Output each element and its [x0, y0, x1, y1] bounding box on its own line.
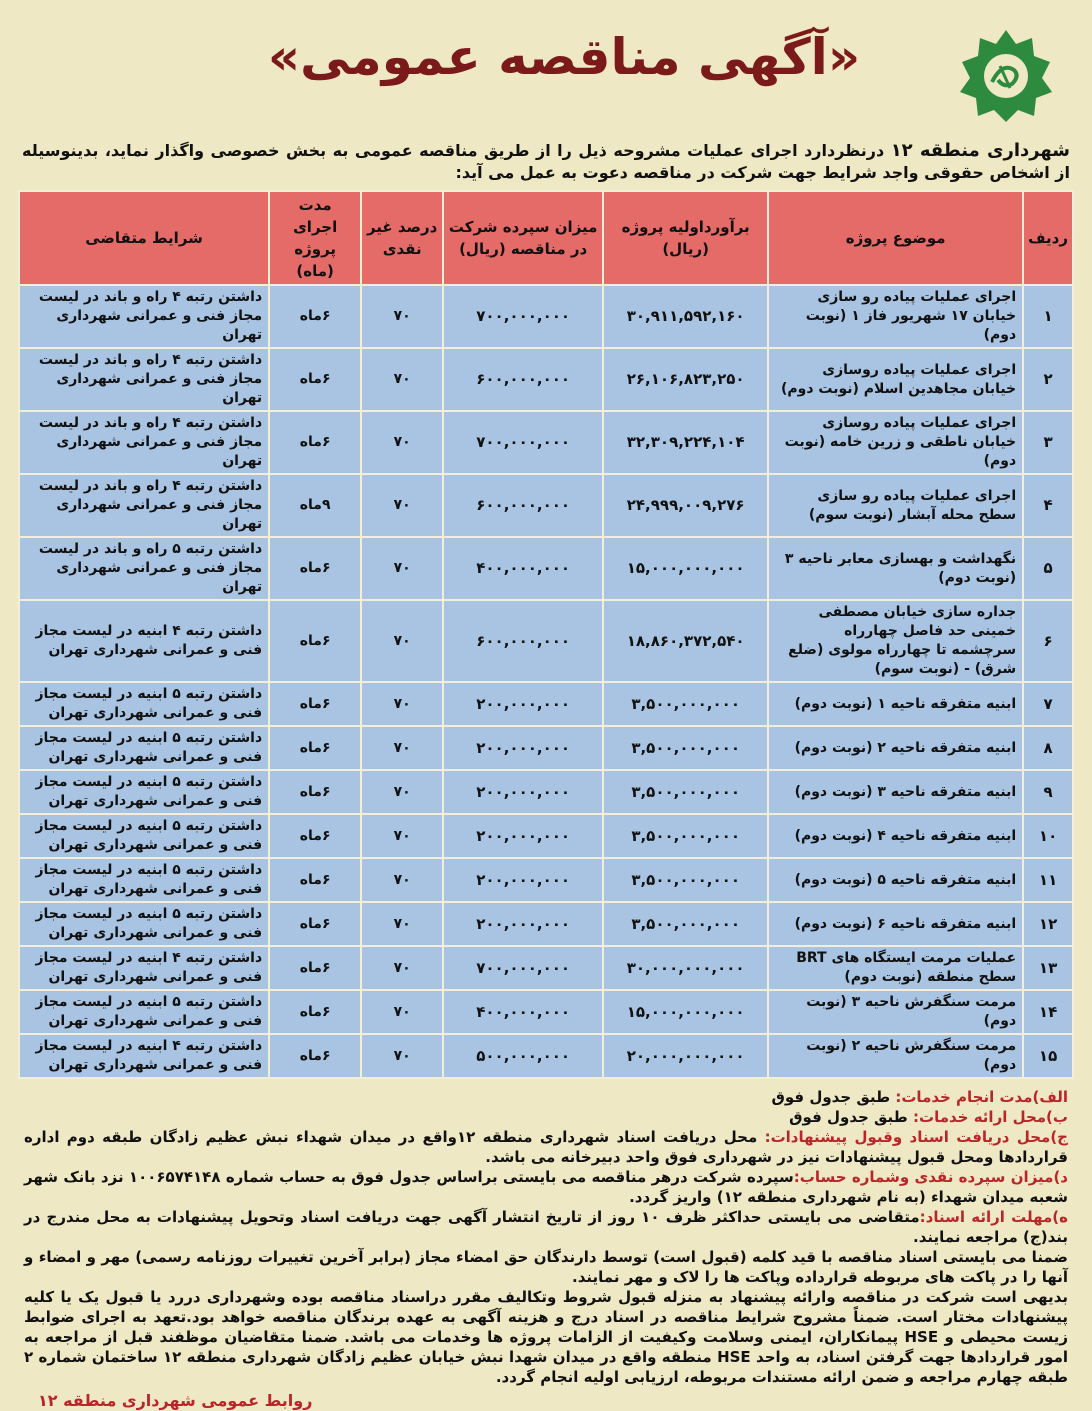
- noncash-percent: ۷۰: [361, 814, 443, 858]
- row-number: ۱۱: [1023, 858, 1073, 902]
- note-c-text: محل دریافت اسناد شهرداری منطقه ۱۲واقع در میدان شهداء نبش عظیم زادگان طبقه دوم اداره قراردادها ومحل قبول پیشنهادات نیز در شهرداری فوق واحد دبیرخانه می باشد.: [24, 1128, 1068, 1166]
- noncash-percent: ۷۰: [361, 474, 443, 537]
- noncash-percent: ۷۰: [361, 348, 443, 411]
- noncash-percent: ۷۰: [361, 600, 443, 682]
- row-number: ۱: [1023, 285, 1073, 348]
- project-duration: ۶ماه: [269, 411, 361, 474]
- note-b-label: ب)محل ارائه خدمات:: [913, 1108, 1068, 1126]
- col-estimate: برآورداولیه پروژه (ریال): [603, 191, 768, 285]
- intro-text: [22, 140, 1070, 184]
- project-estimate: ۳۰,۰۰۰,۰۰۰,۰۰۰: [603, 946, 768, 990]
- applicant-conditions: داشتن رتبه ۴ ابنیه در لیست مجاز فنی و عمرانی شهرداری تهران: [19, 946, 269, 990]
- applicant-conditions: داشتن رتبه ۵ ابنیه در لیست مجاز فنی و عمرانی شهرداری تهران: [19, 990, 269, 1034]
- noncash-percent: ۷۰: [361, 990, 443, 1034]
- project-duration: ۶ماه: [269, 770, 361, 814]
- project-estimate: ۳,۵۰۰,۰۰۰,۰۰۰: [603, 770, 768, 814]
- note-e: [24, 1207, 1068, 1247]
- note-e-label: ه)مهلت ارائه اسناد:: [919, 1208, 1068, 1226]
- row-number: ۵: [1023, 537, 1073, 600]
- col-noncash: درصد غیر نقدی: [361, 191, 443, 285]
- project-subject: اجرای عملیات پیاده رو سازی خیابان ۱۷ شهریور فاز ۱ (نوبت دوم): [768, 285, 1023, 348]
- table-row: [19, 474, 1073, 537]
- col-subject: موضوع پروژه: [768, 191, 1023, 285]
- applicant-conditions: داشتن رتبه ۴ راه و باند در لیست مجاز فنی و عمرانی شهرداری تهران: [19, 411, 269, 474]
- project-subject: ابنیه متفرقه ناحیه ۶ (نوبت دوم): [768, 902, 1023, 946]
- project-estimate: ۱۵,۰۰۰,۰۰۰,۰۰۰: [603, 537, 768, 600]
- row-number: ۴: [1023, 474, 1073, 537]
- notes: [18, 1087, 1074, 1411]
- deposit-amount: ۶۰۰,۰۰۰,۰۰۰: [443, 474, 603, 537]
- deposit-amount: ۲۰۰,۰۰۰,۰۰۰: [443, 902, 603, 946]
- row-number: ۷: [1023, 682, 1073, 726]
- project-estimate: ۳,۵۰۰,۰۰۰,۰۰۰: [603, 814, 768, 858]
- project-subject: عملیات مرمت ایستگاه های BRT سطح منطقه (نوبت دوم): [768, 946, 1023, 990]
- project-estimate: ۳,۵۰۰,۰۰۰,۰۰۰: [603, 858, 768, 902]
- applicant-conditions: داشتن رتبه ۵ ابنیه در لیست مجاز فنی و عمرانی شهرداری تهران: [19, 902, 269, 946]
- col-row: ردیف: [1023, 191, 1073, 285]
- table-row: [19, 348, 1073, 411]
- col-conditions: شرایط متقاضی: [19, 191, 269, 285]
- project-duration: ۶ماه: [269, 348, 361, 411]
- applicant-conditions: داشتن رتبه ۵ ابنیه در لیست مجاز فنی و عمرانی شهرداری تهران: [19, 770, 269, 814]
- project-subject: مرمت سنگفرش ناحیه ۲ (نوبت دوم): [768, 1034, 1023, 1078]
- row-number: ۶: [1023, 600, 1073, 682]
- note-d-text: سپرده شرکت درهر مناقصه می بایستی براساس جدول فوق به حساب شماره ۱۰۰۶۵۷۴۱۴۸ نزد بانک شهر شعبه میدان شهداء (به نام شهرداری منطقه ۱۲) واریز گردد.: [24, 1168, 1068, 1206]
- project-duration: ۶ماه: [269, 726, 361, 770]
- applicant-conditions: داشتن رتبه ۴ ابنیه در لیست مجاز فنی و عمرانی شهرداری تهران: [19, 600, 269, 682]
- project-duration: ۶ماه: [269, 902, 361, 946]
- table-row: [19, 770, 1073, 814]
- row-number: ۹: [1023, 770, 1073, 814]
- noncash-percent: ۷۰: [361, 285, 443, 348]
- col-duration: مدت اجرای پروژه (ماه): [269, 191, 361, 285]
- project-estimate: ۳,۵۰۰,۰۰۰,۰۰۰: [603, 682, 768, 726]
- table-row: [19, 285, 1073, 348]
- project-estimate: ۳,۵۰۰,۰۰۰,۰۰۰: [603, 902, 768, 946]
- deposit-amount: ۲۰۰,۰۰۰,۰۰۰: [443, 726, 603, 770]
- project-subject: اجرای عملیات پیاده روسازی خیابان ناطقی و زرین خامه (نوبت دوم): [768, 411, 1023, 474]
- note-c: [24, 1127, 1068, 1167]
- project-subject: ابنیه متفرقه ناحیه ۴ (نوبت دوم): [768, 814, 1023, 858]
- project-duration: ۶ماه: [269, 990, 361, 1034]
- project-estimate: ۳۲,۳۰۹,۲۲۴,۱۰۴: [603, 411, 768, 474]
- note-paragraph-2: بدیهی است شرکت در مناقصه وارائه پیشنهاد به منزله قبول شروط وتکالیف مقرر دراسناد مناقصه بوده وشهرداری دررد یا قبول یک یا کلیه پیشنهادات مختار است. ضمناً مشروح شرایط مناقصه در اسناد درج و هزینه آگهی به عهده برندگان مناقصه خواهد بود.تعهد به اجرای ضوابط زیست محیطی و HSE پیمانکاران، ایمنی وسلامت وکیفیت از الزامات پروژه ها وخدمات می باشد. ضمنا متقاضیان موظفند قبل از مراجعه به امور قراردادها جهت گرفتن اسناد، به واحد HSE منطقه واقع در میدان شهدا نبش خیابان عظیم زادگان شهرداری منطقه ۱۲ ساختمان شماره ۲ طبقه چهارم مراجعه و ضمن ارائه مستندات مربوطه، ارزیابی اولیه انجام گردد.: [24, 1288, 1069, 1386]
- noncash-percent: ۷۰: [361, 1034, 443, 1078]
- project-duration: ۶ماه: [269, 537, 361, 600]
- table-row: [19, 1034, 1073, 1078]
- row-number: ۱۵: [1023, 1034, 1073, 1078]
- project-duration: ۶ماه: [269, 858, 361, 902]
- row-number: ۱۳: [1023, 946, 1073, 990]
- deposit-amount: ۶۰۰,۰۰۰,۰۰۰: [443, 348, 603, 411]
- project-duration: ۶ماه: [269, 946, 361, 990]
- notice-title: «آگهی مناقصه عمومی»: [267, 28, 861, 86]
- table-row: [19, 946, 1073, 990]
- row-number: ۳: [1023, 411, 1073, 474]
- deposit-amount: ۲۰۰,۰۰۰,۰۰۰: [443, 682, 603, 726]
- deposit-amount: ۲۰۰,۰۰۰,۰۰۰: [443, 858, 603, 902]
- deposit-amount: ۴۰۰,۰۰۰,۰۰۰: [443, 537, 603, 600]
- applicant-conditions: داشتن رتبه ۵ ابنیه در لیست مجاز فنی و عمرانی شهرداری تهران: [19, 858, 269, 902]
- deposit-amount: ۷۰۰,۰۰۰,۰۰۰: [443, 285, 603, 348]
- table-body: [19, 285, 1073, 1078]
- row-number: ۱۴: [1023, 990, 1073, 1034]
- project-subject: مرمت سنگفرش ناحیه ۳ (نوبت دوم): [768, 990, 1023, 1034]
- noncash-percent: ۷۰: [361, 946, 443, 990]
- project-estimate: ۱۵,۰۰۰,۰۰۰,۰۰۰: [603, 990, 768, 1034]
- note-paragraph-1: ضمنا می بایستی اسناد مناقصه با قید کلمه (قبول است) توسط دارندگان حق امضاء مجاز (برابر آخرین تغییرات روزنامه رسمی) مهر و امضاء و آنها را در پاکت های مربوطه قرارداده وپاکت ها را لاک و مهر نمایند.: [24, 1248, 1068, 1286]
- table-row: [19, 411, 1073, 474]
- deposit-amount: ۲۰۰,۰۰۰,۰۰۰: [443, 770, 603, 814]
- noncash-percent: ۷۰: [361, 537, 443, 600]
- deposit-amount: ۲۰۰,۰۰۰,۰۰۰: [443, 814, 603, 858]
- project-estimate: ۲۴,۹۹۹,۰۰۹,۲۷۶: [603, 474, 768, 537]
- applicant-conditions: داشتن رتبه ۴ راه و باند در لیست مجاز فنی و عمرانی شهرداری تهران: [19, 348, 269, 411]
- applicant-conditions: داشتن رتبه ۵ ابنیه در لیست مجاز فنی و عمرانی شهرداری تهران: [19, 682, 269, 726]
- project-estimate: ۳۰,۹۱۱,۵۹۲,۱۶۰: [603, 285, 768, 348]
- note-c-label: ج)محل دریافت اسناد وقبول پیشنهادات:: [764, 1128, 1068, 1146]
- project-subject: ابنیه متفرقه ناحیه ۳ (نوبت دوم): [768, 770, 1023, 814]
- project-duration: ۶ماه: [269, 1034, 361, 1078]
- table-header-row: [19, 191, 1073, 285]
- note-d: [24, 1167, 1068, 1207]
- applicant-conditions: داشتن رتبه ۵ ابنیه در لیست مجاز فنی و عمرانی شهرداری تهران: [19, 814, 269, 858]
- header: [18, 8, 1074, 140]
- applicant-conditions: داشتن رتبه ۵ راه و باند در لیست مجاز فنی و عمرانی شهرداری تهران: [19, 537, 269, 600]
- project-subject: اجرای عملیات پیاده رو سازی سطح محله آبشار (نوبت سوم): [768, 474, 1023, 537]
- project-duration: ۹ماه: [269, 474, 361, 537]
- project-duration: ۶ماه: [269, 600, 361, 682]
- noncash-percent: ۷۰: [361, 902, 443, 946]
- project-estimate: ۱۸,۸۶۰,۳۷۲,۵۴۰: [603, 600, 768, 682]
- noncash-percent: ۷۰: [361, 770, 443, 814]
- note-d-label: د)میزان سپرده نقدی وشماره حساب:: [793, 1168, 1068, 1186]
- project-subject: نگهداشت و بهسازی معابر ناحیه ۳ (نوبت دوم): [768, 537, 1023, 600]
- noncash-percent: ۷۰: [361, 411, 443, 474]
- deposit-amount: ۵۰۰,۰۰۰,۰۰۰: [443, 1034, 603, 1078]
- note-e-text: متقاضی می بایستی حداکثر ظرف ۱۰ روز از تاریخ انتشار آگهی جهت دریافت اسناد وتحویل پیشنهادات به محل مندرج در بند(ج) مراجعه نمایند.: [24, 1208, 1068, 1246]
- table-row: [19, 537, 1073, 600]
- project-subject: ابنیه متفرقه ناحیه ۱ (نوبت دوم): [768, 682, 1023, 726]
- note-a-label: الف)مدت انجام خدمات:: [895, 1088, 1068, 1106]
- project-subject: اجرای عملیات پیاده روسازی خیابان مجاهدین اسلام (نوبت دوم): [768, 348, 1023, 411]
- applicant-conditions: داشتن رتبه ۴ ابنیه در لیست مجاز فنی و عمرانی شهرداری تهران: [19, 1034, 269, 1078]
- table-row: [19, 682, 1073, 726]
- table-row: [19, 990, 1073, 1034]
- project-estimate: ۲۶,۱۰۶,۸۲۳,۲۵۰: [603, 348, 768, 411]
- table-row: [19, 600, 1073, 682]
- project-subject: جداره سازی خیابان مصطفی خمینی حد فاصل چهارراه سرچشمه تا چهارراه مولوی (ضلع شرق) - (نوبت سوم): [768, 600, 1023, 682]
- org-name: شهرداری منطقه ۱۲: [890, 140, 1071, 161]
- note-a-text: طبق جدول فوق: [771, 1088, 896, 1106]
- row-number: ۱۲: [1023, 902, 1073, 946]
- project-estimate: ۳,۵۰۰,۰۰۰,۰۰۰: [603, 726, 768, 770]
- applicant-conditions: داشتن رتبه ۴ راه و باند در لیست مجاز فنی و عمرانی شهرداری تهران: [19, 474, 269, 537]
- applicant-conditions: داشتن رتبه ۵ ابنیه در لیست مجاز فنی و عمرانی شهرداری تهران: [19, 726, 269, 770]
- table-row: [19, 902, 1073, 946]
- noncash-percent: ۷۰: [361, 682, 443, 726]
- note-b-text: طبق جدول فوق: [789, 1108, 914, 1126]
- note-b: [24, 1107, 1068, 1127]
- project-estimate: ۲۰,۰۰۰,۰۰۰,۰۰۰: [603, 1034, 768, 1078]
- project-subject: ابنیه متفرقه ناحیه ۲ (نوبت دوم): [768, 726, 1023, 770]
- project-duration: ۶ماه: [269, 682, 361, 726]
- deposit-amount: ۴۰۰,۰۰۰,۰۰۰: [443, 990, 603, 1034]
- row-number: ۸: [1023, 726, 1073, 770]
- deposit-amount: ۶۰۰,۰۰۰,۰۰۰: [443, 600, 603, 682]
- tender-table: [18, 190, 1074, 1079]
- applicant-conditions: داشتن رتبه ۴ راه و باند در لیست مجاز فنی و عمرانی شهرداری تهران: [19, 285, 269, 348]
- intro-body: درنظردارد اجرای عملیات مشروحه ذیل را از طریق مناقصه عمومی به بخش خصوصی واگذار نماید، بدینوسیله از اشخاص حقوقی واجد شرایط جهت شرکت در مناقصه دعوت به عمل می آید:: [22, 141, 1070, 182]
- col-deposit: میزان سپرده شرکت در مناقصه (ریال): [443, 191, 603, 285]
- municipality-logo: [952, 26, 1060, 126]
- deposit-amount: ۷۰۰,۰۰۰,۰۰۰: [443, 946, 603, 990]
- table-row: [19, 814, 1073, 858]
- row-number: ۱۰: [1023, 814, 1073, 858]
- noncash-percent: ۷۰: [361, 858, 443, 902]
- signature: روابط عمومی شهرداری منطقه ۱۲: [38, 1391, 313, 1410]
- row-number: ۲: [1023, 348, 1073, 411]
- project-duration: ۶ماه: [269, 814, 361, 858]
- project-duration: ۶ماه: [269, 285, 361, 348]
- noncash-percent: ۷۰: [361, 726, 443, 770]
- table-row: [19, 726, 1073, 770]
- deposit-amount: ۷۰۰,۰۰۰,۰۰۰: [443, 411, 603, 474]
- note-a: [24, 1087, 1068, 1107]
- table-row: [19, 858, 1073, 902]
- project-subject: ابنیه متفرقه ناحیه ۵ (نوبت دوم): [768, 858, 1023, 902]
